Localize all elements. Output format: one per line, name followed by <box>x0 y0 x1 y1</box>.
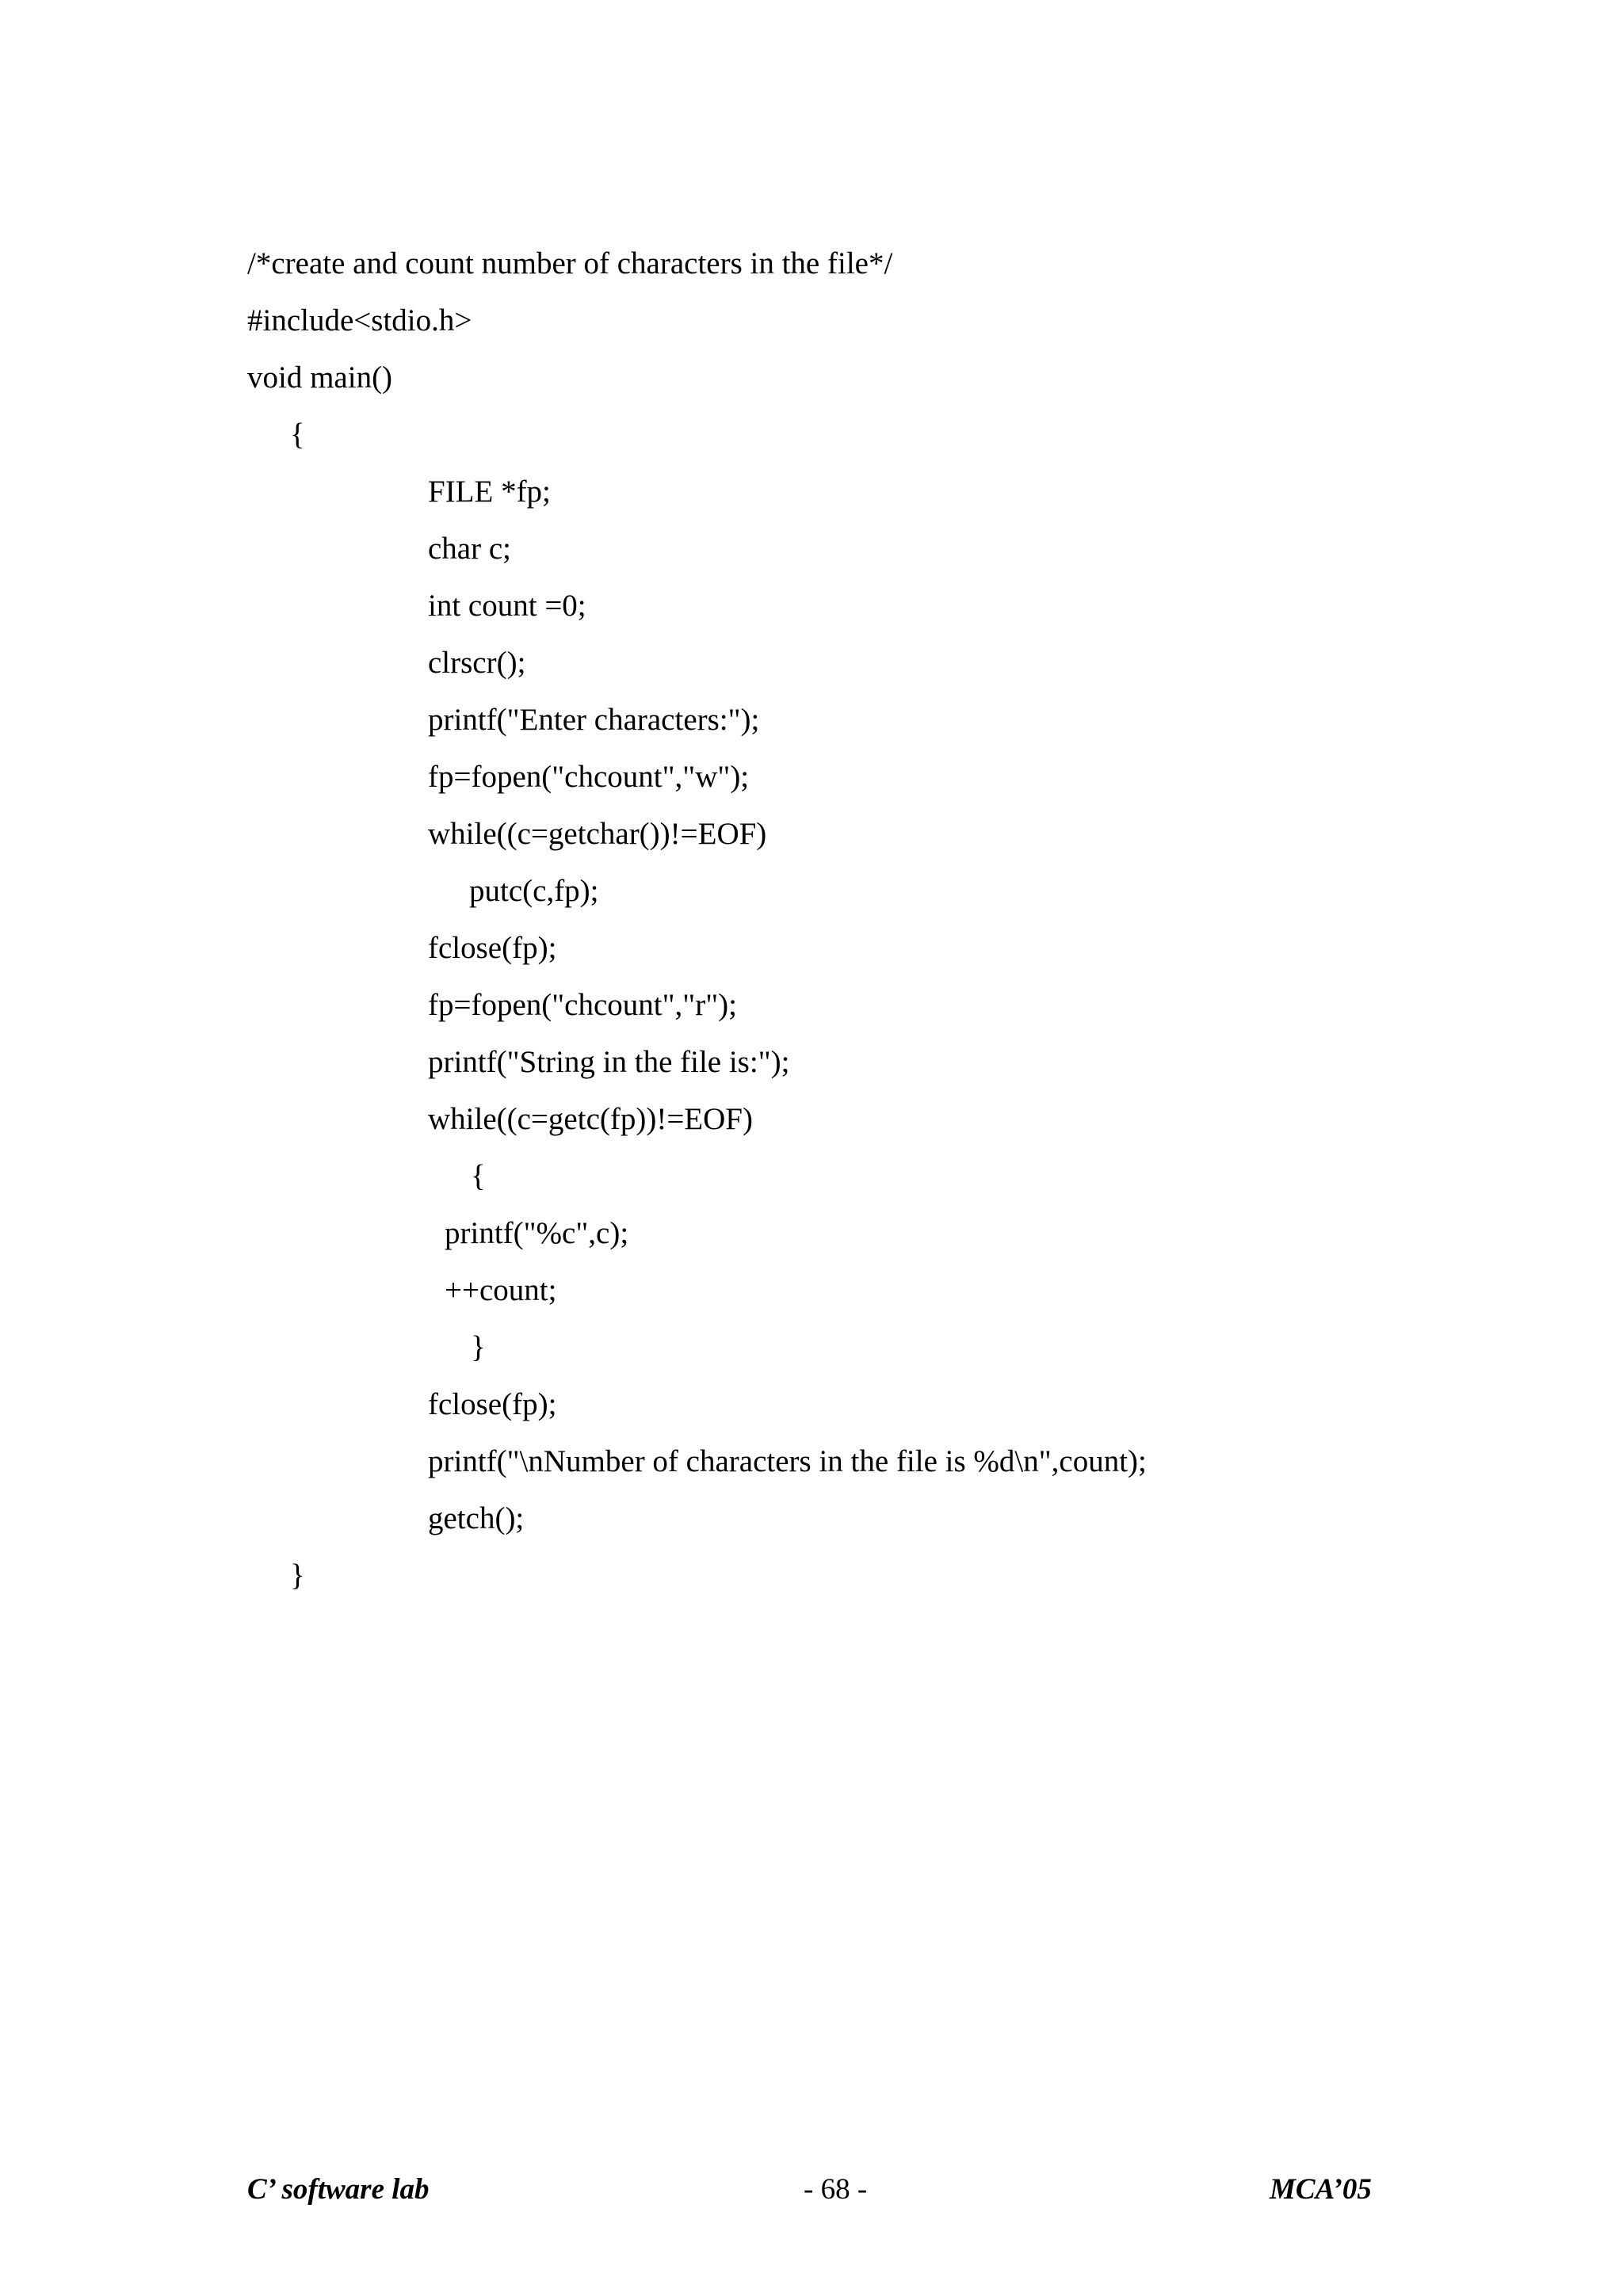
code-line: fp=fopen("chcount","w"); <box>428 760 750 794</box>
code-line: char c; <box>428 532 512 566</box>
footer-left-title: C’ software lab <box>247 2173 430 2206</box>
code-line: int count =0; <box>428 589 586 623</box>
code-line: fp=fopen("chcount","r"); <box>428 988 737 1022</box>
code-line: printf("String in the file is:"); <box>428 1045 790 1079</box>
code-line: } <box>290 1558 305 1592</box>
code-line: void main() <box>247 360 393 395</box>
code-line: FILE *fp; <box>428 475 551 509</box>
code-line: ++count; <box>445 1273 557 1307</box>
code-line: #include<stdio.h> <box>247 303 472 338</box>
code-line: printf("%c",c); <box>445 1216 629 1250</box>
code-line: printf("\nNumber of characters in the file is %d\n",count); <box>428 1444 1147 1478</box>
code-line: { <box>471 1159 486 1193</box>
code-line: putc(c,fp); <box>469 874 599 908</box>
code-line: fclose(fp); <box>428 1387 557 1421</box>
code-line: printf("Enter characters:"); <box>428 703 760 737</box>
code-line: /*create and count number of characters in the file*/ <box>247 246 893 280</box>
code-line: } <box>471 1330 486 1364</box>
code-line: fclose(fp); <box>428 931 557 965</box>
code-line: while((c=getc(fp))!=EOF) <box>428 1102 753 1136</box>
code-line: while((c=getchar())!=EOF) <box>428 817 767 851</box>
code-line: clrscr(); <box>428 646 526 680</box>
footer-right-label: MCA’05 <box>1270 2173 1372 2206</box>
code-line: { <box>290 418 305 452</box>
page-number: - 68 - <box>804 2173 868 2206</box>
code-line: getch(); <box>428 1501 525 1535</box>
